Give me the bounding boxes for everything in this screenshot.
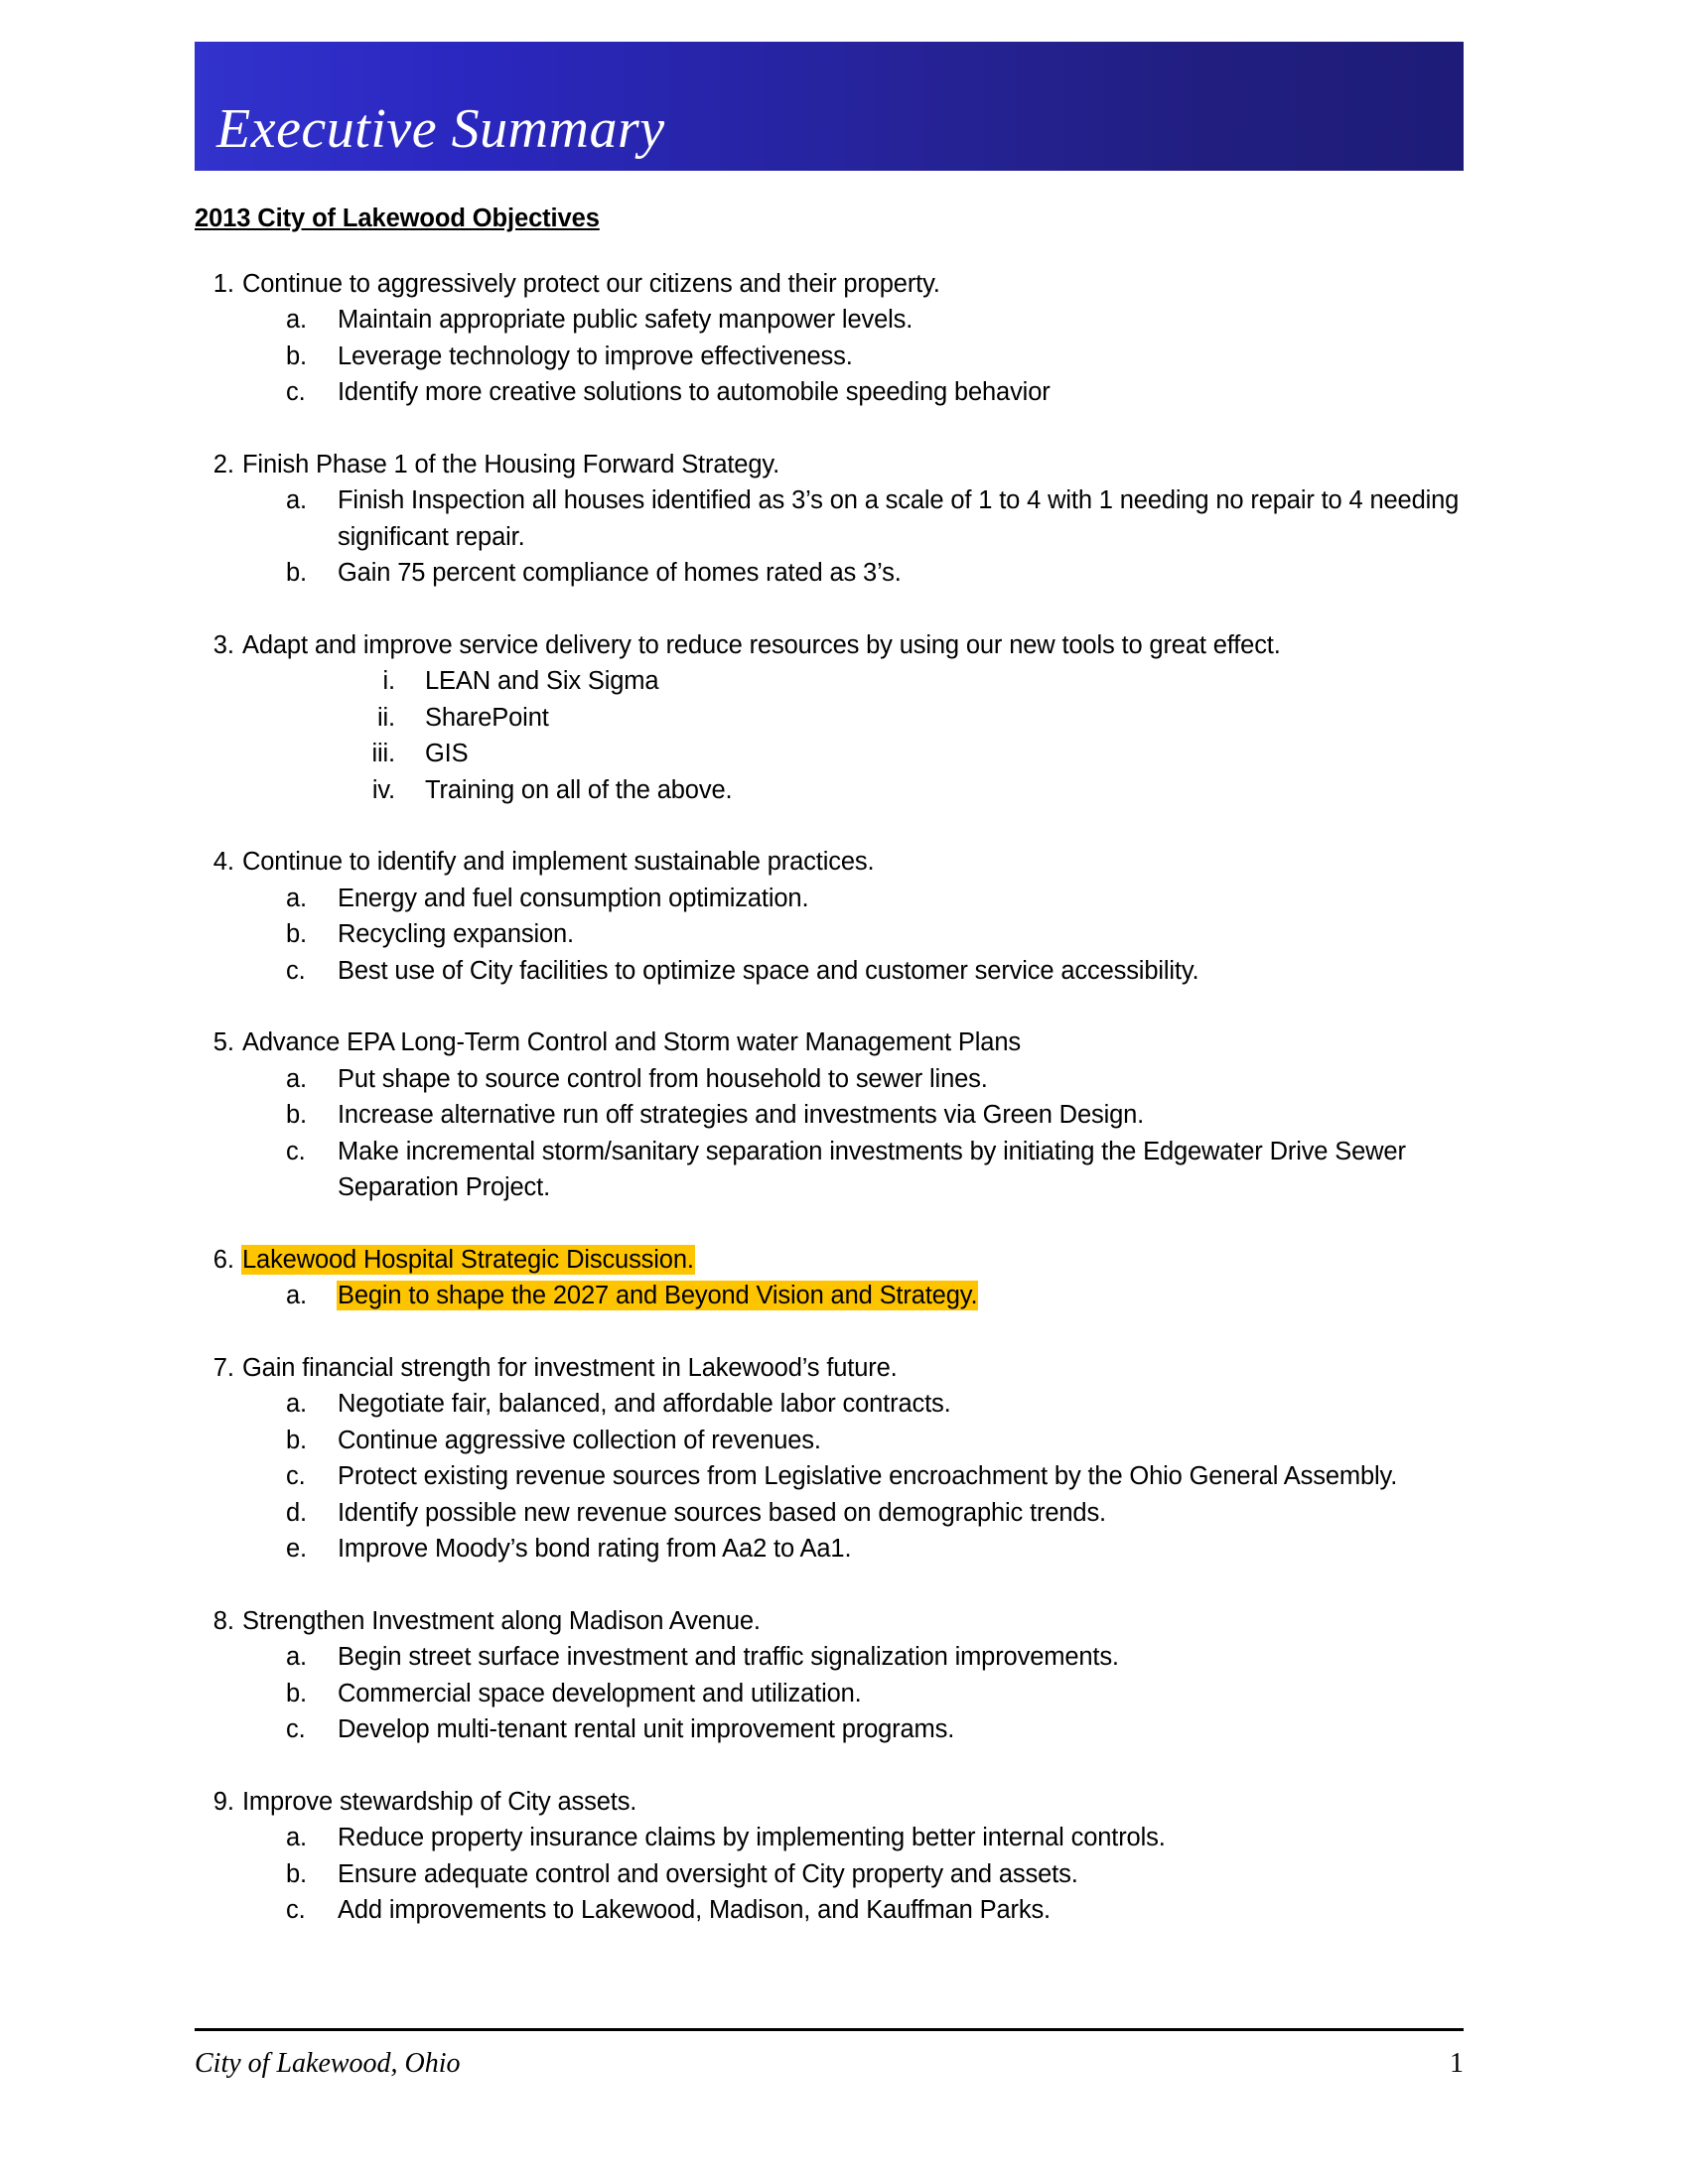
objective-subitem — [242, 1278, 1476, 1314]
objective-number: 2. — [212, 450, 234, 478]
subitem-marker: c. — [286, 1462, 306, 1491]
roman-subitem-marker: i. — [382, 667, 395, 696]
objective-item — [195, 627, 1476, 809]
subitem-text-highlighted: Begin to shape the 2027 and Beyond Vision and Strategy. — [338, 1282, 978, 1310]
objective-sublist — [242, 1820, 1476, 1929]
page-title: 2013 City of Lakewood Objectives — [195, 205, 600, 232]
objective-subitem — [242, 1639, 1476, 1676]
subitem-marker: c. — [286, 1137, 306, 1165]
document-body — [195, 204, 1476, 1929]
subitem-marker: d. — [286, 1498, 307, 1527]
executive-summary-banner — [195, 42, 1464, 171]
subitem-marker: a. — [286, 1064, 307, 1093]
subitem-text: Leverage technology to improve effectiveness. — [338, 341, 853, 370]
objective-number: 5. — [212, 1028, 234, 1057]
roman-subitem-text: GIS — [425, 740, 469, 768]
objective-roman-subitem — [242, 736, 1476, 772]
roman-subitem-text: Training on all of the above. — [425, 775, 733, 804]
objective-subitem — [242, 953, 1476, 990]
objective-item — [195, 266, 1476, 411]
roman-subitem-marker: iv. — [371, 775, 395, 804]
subitem-marker: b. — [286, 341, 307, 370]
objective-subitem — [242, 1892, 1476, 1929]
objective-roman-sublist — [242, 663, 1476, 808]
subitem-text: Identify possible new revenue sources based on demographic trends. — [338, 1498, 1106, 1527]
objective-subitem — [242, 339, 1476, 375]
subitem-text: Reduce property insurance claims by implementing better internal controls. — [338, 1824, 1166, 1852]
subitem-marker: b. — [286, 1101, 307, 1130]
objective-number: 6. — [212, 1245, 234, 1274]
objective-roman-subitem — [242, 663, 1476, 700]
roman-subitem-marker: ii. — [377, 703, 395, 732]
objective-item — [195, 1603, 1476, 1748]
objective-subitem — [242, 1676, 1476, 1712]
objective-sublist — [242, 482, 1476, 592]
subitem-text: Improve Moody’s bond rating from Aa2 to Aa1. — [338, 1535, 852, 1564]
subitem-marker: a. — [286, 306, 307, 335]
subitem-marker: c. — [286, 956, 306, 985]
objective-roman-subitem — [242, 772, 1476, 809]
subitem-text: Recycling expansion. — [338, 920, 574, 949]
subitem-text: Continue aggressive collection of revenues. — [338, 1426, 821, 1454]
objective-number: 7. — [212, 1353, 234, 1382]
subitem-text: Ensure adequate control and oversight of City property and assets. — [338, 1859, 1078, 1888]
subitem-text: Gain 75 percent compliance of homes rated as 3’s. — [338, 559, 902, 588]
objective-text: Adapt and improve service delivery to reduce resources by using our new tools to great effect. — [242, 630, 1281, 659]
footer-divider — [195, 2028, 1464, 2031]
subitem-marker: b. — [286, 1679, 307, 1707]
objective-item — [195, 1784, 1476, 1929]
objective-subitem — [242, 482, 1476, 555]
subitem-marker: c. — [286, 378, 306, 407]
subitem-text: Develop multi-tenant rental unit improvement programs. — [338, 1715, 955, 1744]
objective-roman-subitem — [242, 700, 1476, 737]
objective-text-line — [242, 1350, 1476, 1387]
subitem-marker: c. — [286, 1715, 306, 1744]
objective-item — [195, 1024, 1476, 1206]
banner-title: Executive Summary — [216, 98, 665, 160]
subitem-text: Begin street surface investment and traffic signalization improvements. — [338, 1643, 1119, 1672]
subitem-marker: a. — [286, 1390, 307, 1419]
objective-text-line — [242, 1784, 1476, 1821]
subitem-marker: a. — [286, 486, 307, 515]
roman-subitem-text: SharePoint — [425, 703, 549, 732]
objective-subitem — [242, 1423, 1476, 1459]
subitem-marker: b. — [286, 1859, 307, 1888]
roman-subitem-marker: iii. — [371, 740, 395, 768]
subitem-text: Negotiate fair, balanced, and affordable labor contracts. — [338, 1390, 951, 1419]
subitem-text: Identify more creative solutions to automobile speeding behavior — [338, 378, 1051, 407]
objective-subitem — [242, 1458, 1476, 1495]
subitem-marker: b. — [286, 559, 307, 588]
objective-text: Gain financial strength for investment in Lakewood’s future. — [242, 1353, 898, 1382]
objective-subitem — [242, 1531, 1476, 1568]
objective-number: 1. — [212, 269, 234, 298]
objective-sublist — [242, 1278, 1476, 1314]
footer-organization: City of Lakewood, Ohio — [195, 2048, 461, 2079]
subitem-text: Put shape to source control from household to sewer lines. — [338, 1064, 988, 1093]
objective-sublist — [242, 881, 1476, 990]
subitem-marker: b. — [286, 920, 307, 949]
subitem-text: Make incremental storm/sanitary separation investments by initiating the Edgewater Drive Sewer Separation Project. — [338, 1137, 1406, 1202]
objective-subitem — [242, 1820, 1476, 1856]
objective-subitem — [242, 374, 1476, 411]
objective-text-line — [242, 1603, 1476, 1640]
objective-item — [195, 1350, 1476, 1568]
subitem-text: Energy and fuel consumption optimization. — [338, 884, 809, 912]
objective-number: 4. — [212, 848, 234, 877]
subitem-marker: e. — [286, 1535, 307, 1564]
objective-text-line — [242, 627, 1476, 664]
subitem-text: Finish Inspection all houses identified as 3’s on a scale of 1 to 4 with 1 needing no repair to 4 needing significant repair. — [338, 486, 1460, 551]
objective-text-line — [242, 844, 1476, 881]
objective-subitem — [242, 881, 1476, 917]
objective-text: Improve stewardship of City assets. — [242, 1787, 637, 1816]
subitem-marker: a. — [286, 1282, 307, 1310]
objective-item — [195, 844, 1476, 989]
objective-text: Strengthen Investment along Madison Avenue. — [242, 1606, 761, 1635]
subitem-marker: a. — [286, 1824, 307, 1852]
objective-sublist — [242, 1639, 1476, 1748]
subitem-marker: c. — [286, 1896, 306, 1925]
objective-text-line — [242, 447, 1476, 483]
objective-number: 3. — [212, 630, 234, 659]
objective-subitem — [242, 1386, 1476, 1423]
objective-text-line — [242, 1024, 1476, 1061]
subitem-text: Add improvements to Lakewood, Madison, and Kauffman Parks. — [338, 1896, 1051, 1925]
objective-subitem — [242, 555, 1476, 592]
objective-text: Continue to identify and implement sustainable practices. — [242, 848, 875, 877]
objective-item — [195, 1242, 1476, 1314]
objective-subitem — [242, 1097, 1476, 1134]
subitem-marker: a. — [286, 884, 307, 912]
objective-subitem — [242, 916, 1476, 953]
subitem-text: Maintain appropriate public safety manpower levels. — [338, 306, 914, 335]
objective-number: 8. — [212, 1606, 234, 1635]
subitem-text: Commercial space development and utilization. — [338, 1679, 862, 1707]
objective-number: 9. — [212, 1787, 234, 1816]
objective-sublist — [242, 1061, 1476, 1206]
objective-subitem — [242, 1856, 1476, 1893]
objective-subitem — [242, 1495, 1476, 1532]
subitem-marker: b. — [286, 1426, 307, 1454]
objective-text: Finish Phase 1 of the Housing Forward Strategy. — [242, 450, 780, 478]
roman-subitem-text: LEAN and Six Sigma — [425, 667, 659, 696]
objective-text: Advance EPA Long-Term Control and Storm water Management Plans — [242, 1028, 1021, 1057]
objective-text: Continue to aggressively protect our citizens and their property. — [242, 269, 940, 298]
subitem-marker: a. — [286, 1643, 307, 1672]
objective-item — [195, 447, 1476, 592]
objective-subitem — [242, 302, 1476, 339]
objective-text-line — [242, 266, 1476, 303]
objective-sublist — [242, 302, 1476, 411]
subitem-text: Increase alternative run off strategies and investments via Green Design. — [338, 1101, 1145, 1130]
objective-sublist — [242, 1386, 1476, 1568]
subitem-text: Best use of City facilities to optimize space and customer service accessibility. — [338, 956, 1199, 985]
objective-subitem — [242, 1061, 1476, 1098]
objective-subitem — [242, 1711, 1476, 1748]
footer-page-number: 1 — [1450, 2048, 1464, 2079]
objective-text-highlighted: Lakewood Hospital Strategic Discussion. — [242, 1245, 694, 1274]
objectives-list — [195, 266, 1476, 1929]
objective-text-line — [242, 1242, 1476, 1279]
footer — [195, 2048, 1464, 2080]
objective-subitem — [242, 1134, 1476, 1206]
subitem-text: Protect existing revenue sources from Legislative encroachment by the Ohio General Assembly. — [338, 1462, 1398, 1491]
